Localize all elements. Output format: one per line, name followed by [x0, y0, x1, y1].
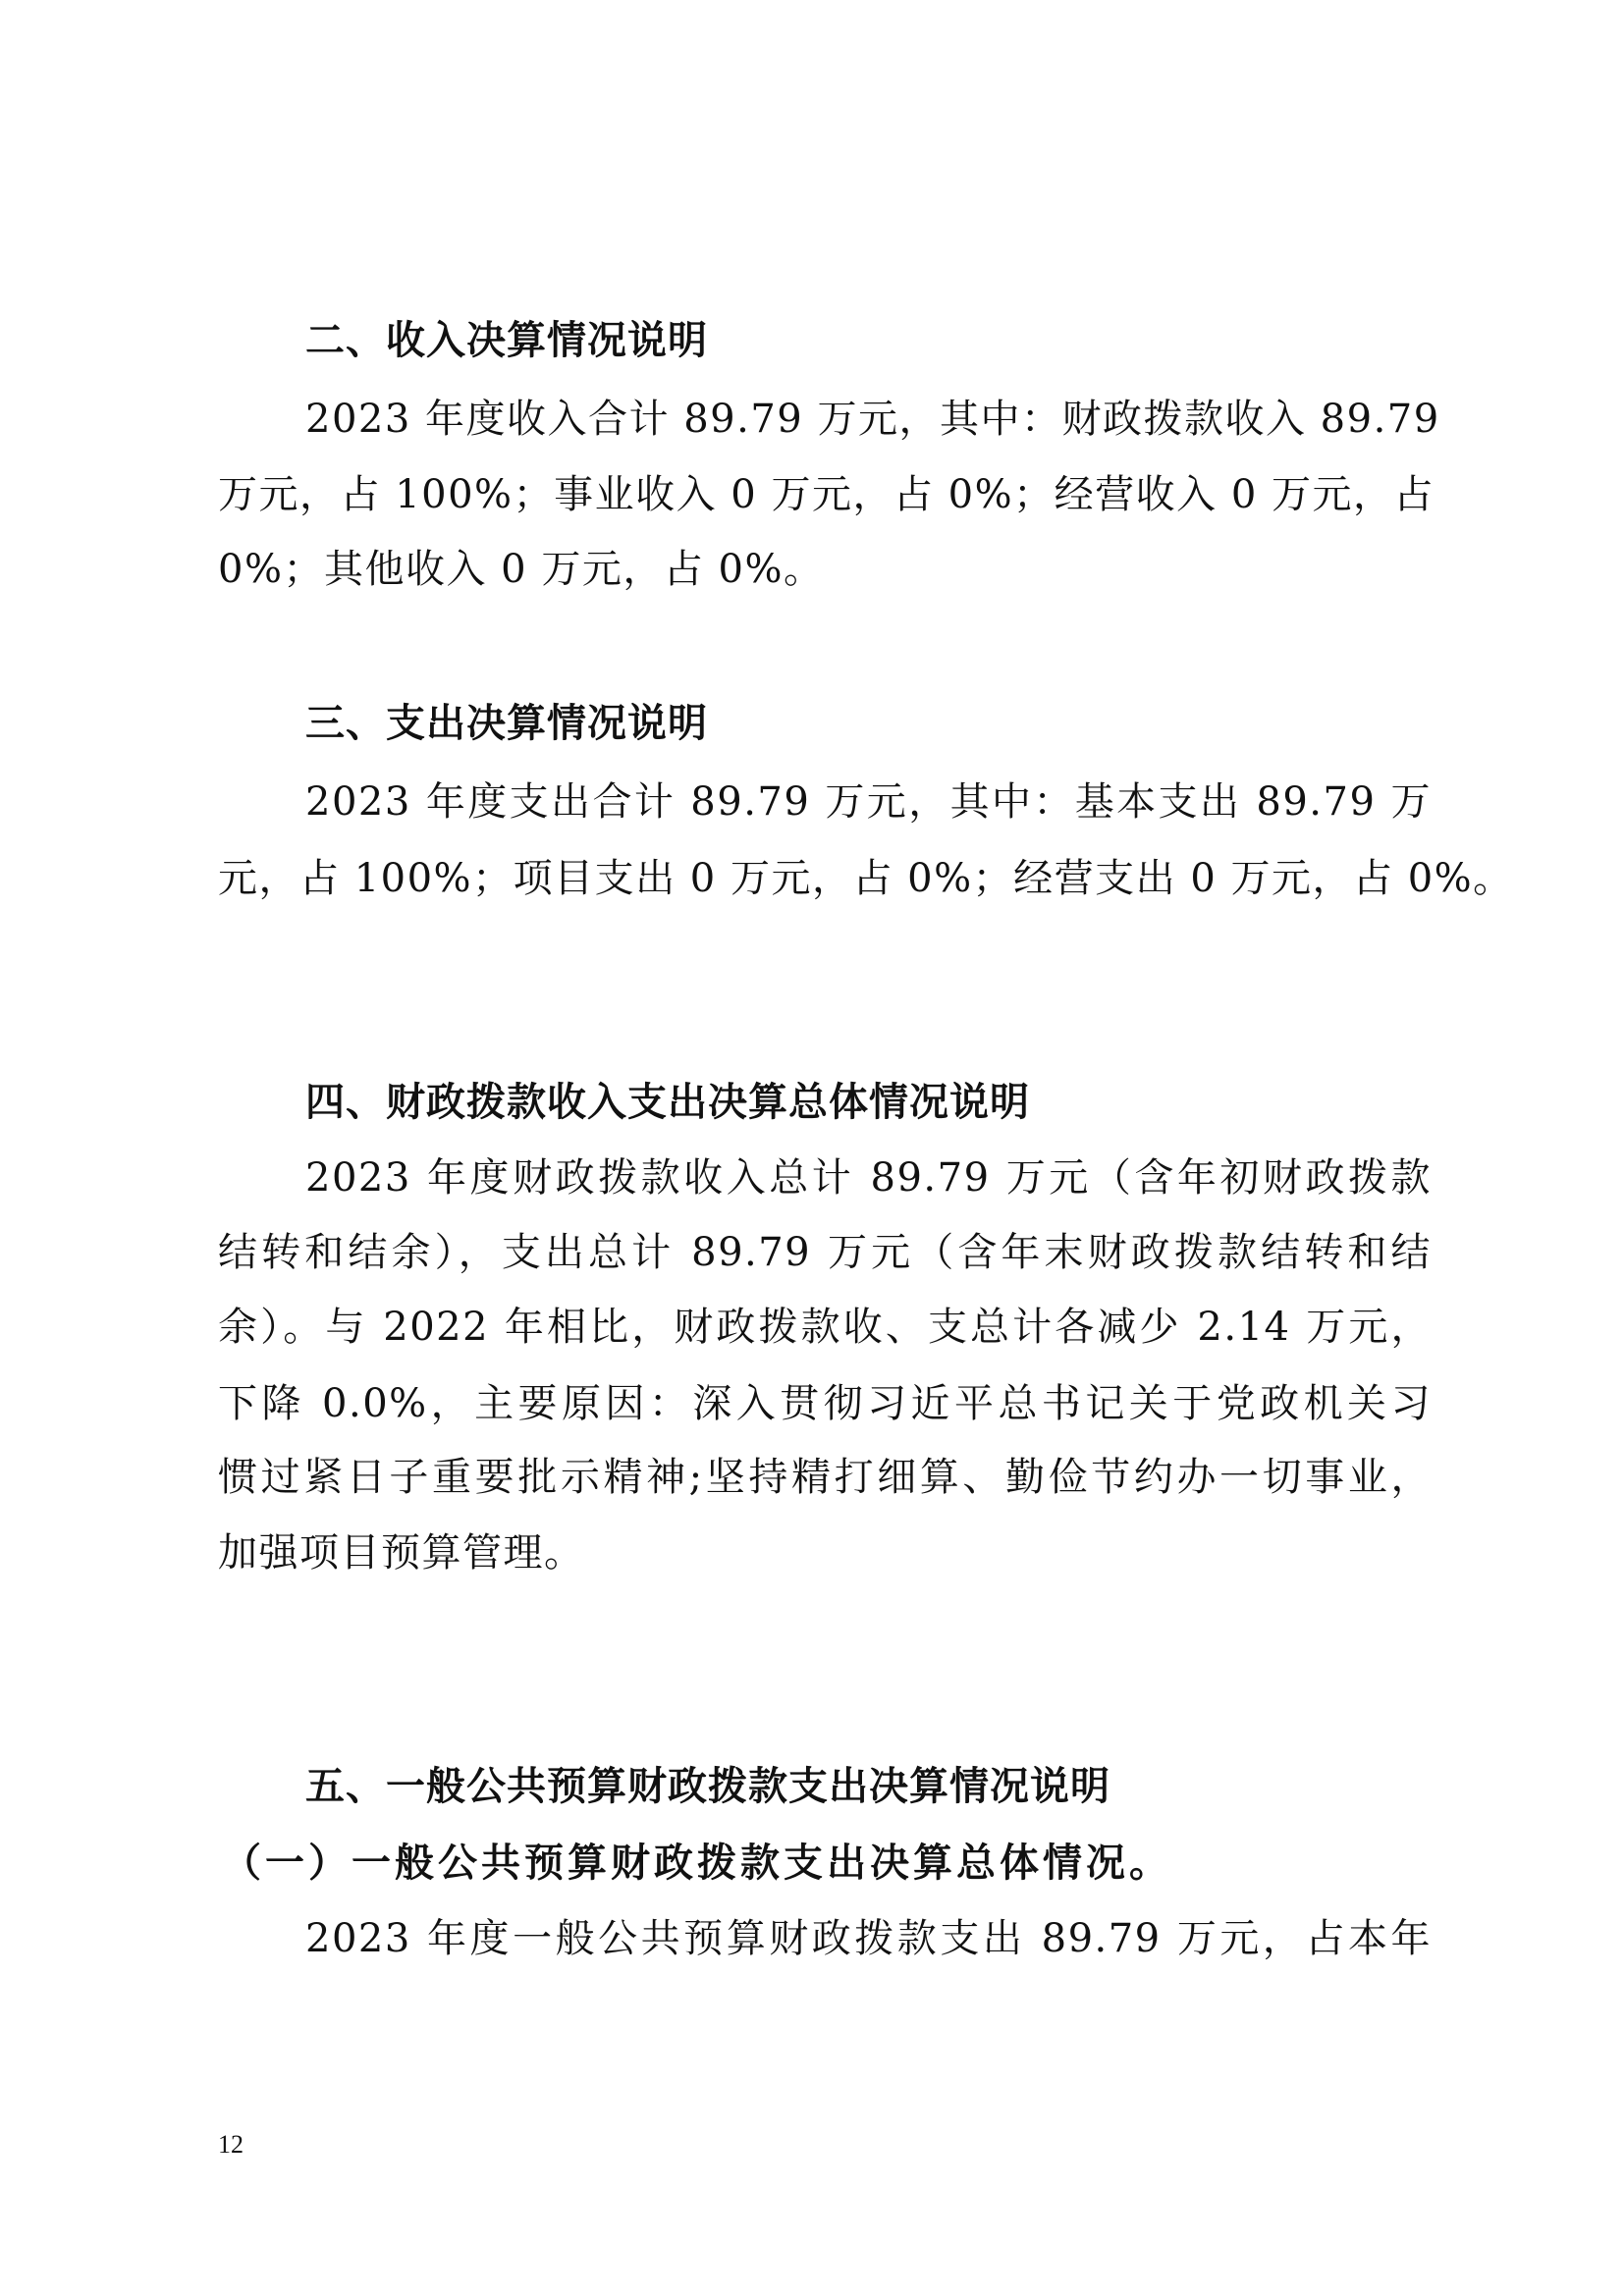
section-heading-general-budget: 五、一般公共预算财政拨款支出决算情况说明	[305, 1764, 1110, 1809]
subsection-heading: （一）一般公共预算财政拨款支出决算总体情况。	[222, 1840, 1172, 1886]
paragraph-line: 惯过紧日子重要批示精神;坚持精打细算、勤俭节约办一切事业，	[218, 1455, 1432, 1500]
section-heading-income: 二、收入决算情况说明	[305, 318, 708, 363]
paragraph-line: 下降 0.0%，主要原因：深入贯彻习近平总书记关于党政机关习	[218, 1381, 1432, 1426]
paragraph-line: 万元，占 100%；事业收入 0 万元，占 0%；经营收入 0 万元，占	[218, 472, 1435, 517]
paragraph-line: 0%；其他收入 0 万元，占 0%。	[218, 547, 825, 592]
paragraph-line: 结转和结余），支出总计 89.79 万元（含年末财政拨款结转和结	[218, 1230, 1432, 1275]
section-heading-expenditure: 三、支出决算情况说明	[305, 701, 708, 746]
paragraph-line: 2023 年度一般公共预算财政拨款支出 89.79 万元，占本年	[305, 1916, 1432, 1961]
paragraph-line: 元，占 100%；项目支出 0 万元，占 0%；经营支出 0 万元，占 0%。	[218, 856, 1514, 901]
paragraph-line: 2023 年度财政拨款收入总计 89.79 万元（含年初财政拨款	[305, 1155, 1432, 1201]
page-number: 12	[218, 2130, 244, 2159]
paragraph-line: 2023 年度支出合计 89.79 万元，其中：基本支出 89.79 万	[305, 779, 1432, 825]
paragraph-line: 2023 年度收入合计 89.79 万元，其中：财政拨款收入 89.79	[305, 397, 1440, 442]
section-heading-fiscal-overview: 四、财政拨款收入支出决算总体情况说明	[305, 1080, 1030, 1125]
paragraph-line: 加强项目预算管理。	[218, 1530, 585, 1575]
paragraph-line: 余）。与 2022 年相比，财政拨款收、支总计各减少 2.14 万元，	[218, 1305, 1432, 1350]
